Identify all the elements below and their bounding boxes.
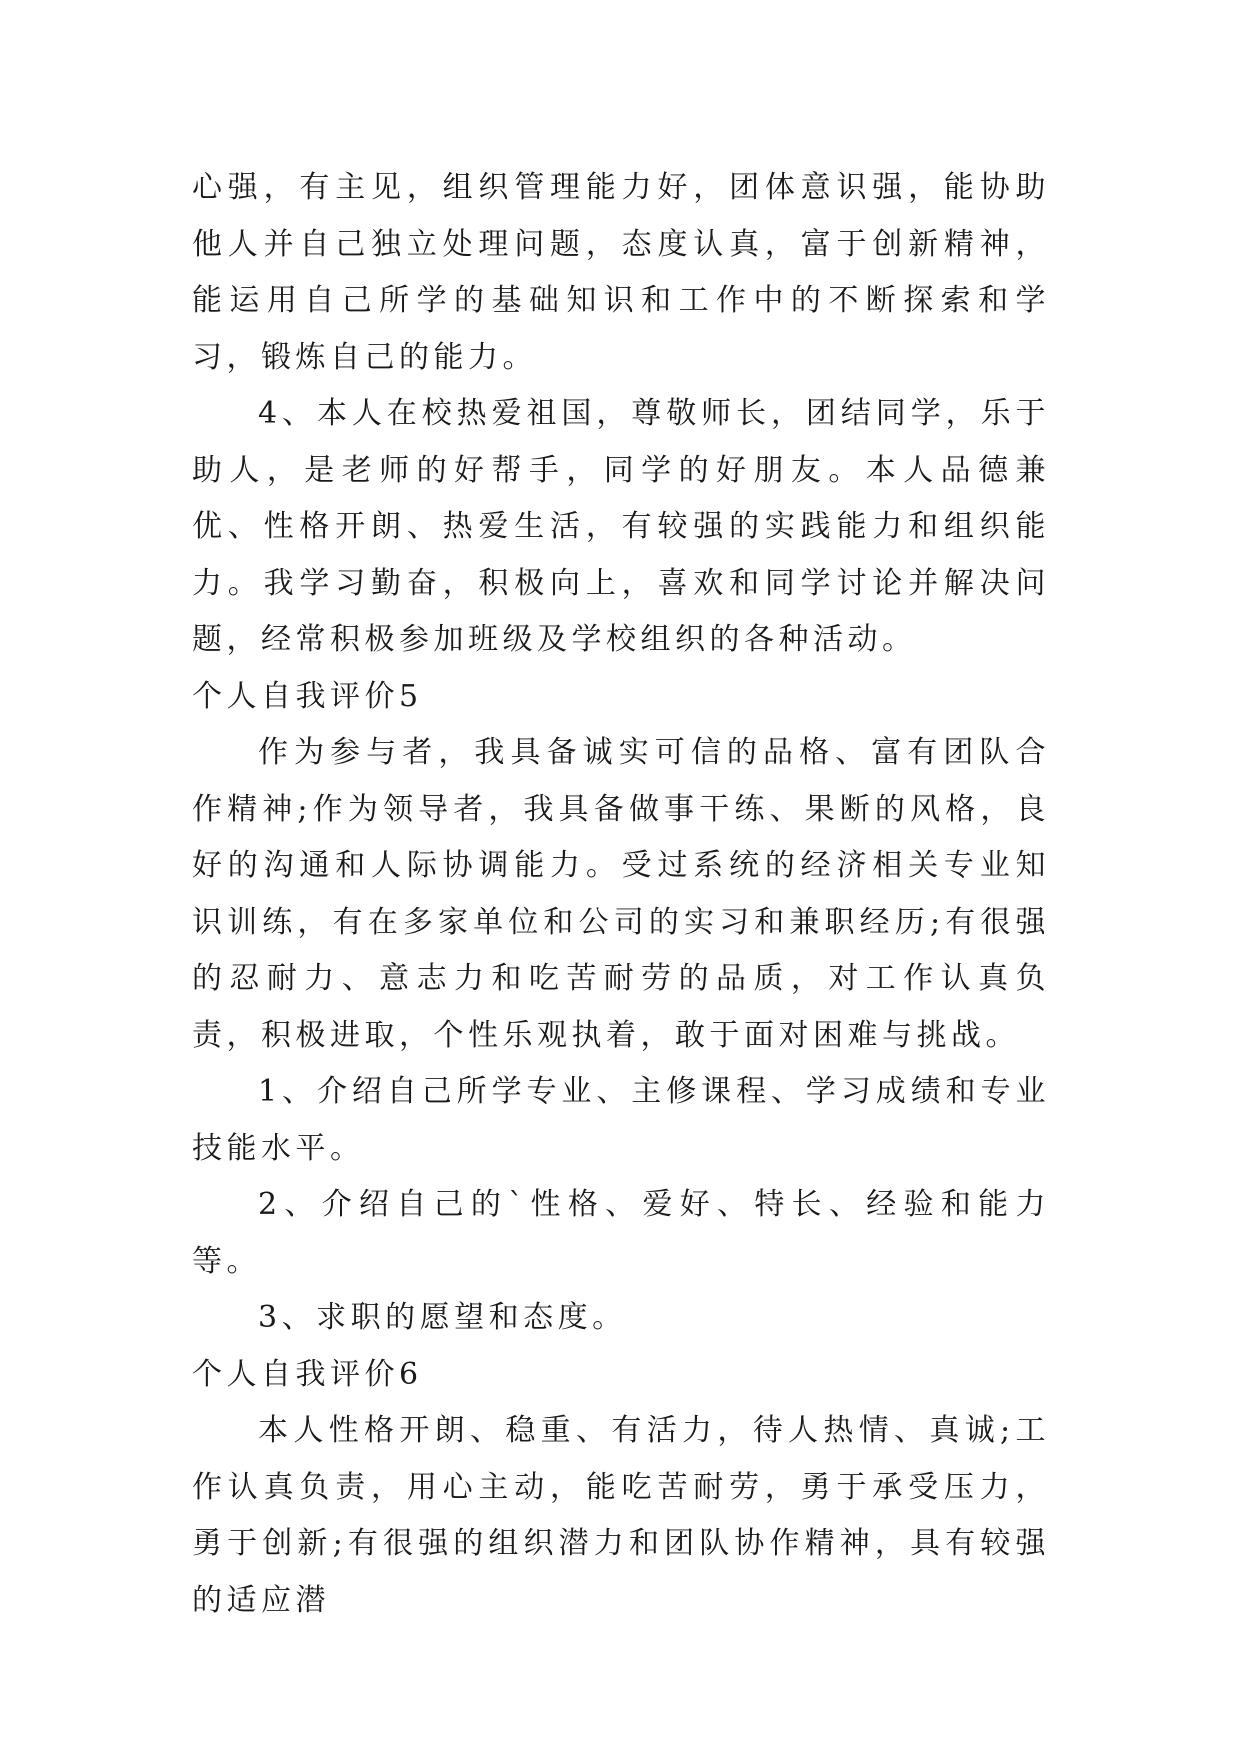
paragraph-continued: 心强，有主见，组织管理能力好，团体意识强，能协助他人并自己独立处理问题，态度认真，富于创新精神，能运用自己所学的基础知识和工作中的不断探索和学习，锻炼自己的能力。: [192, 170, 1050, 375]
section-6-intro: 本人性格开朗、稳重、有活力，待人热情、真诚;工作认真负责，用心主动，能吃苦耐劳，勇于承受压力，勇于创新;有很强的组织潜力和团队协作精神，具有较强的适应潜: [192, 1413, 1050, 1618]
section-heading-5: 个人自我评价5: [192, 678, 423, 714]
paragraph-item-4: 4、本人在校热爱祖国，尊敬师长，团结同学，乐于助人，是老师的好帮手，同学的好朋友。本人品德兼优、性格开朗、热爱生活，有较强的实践能力和组织能力。我学习勤奋，积极向上，喜欢和同学讨论并解决问题，经常积极参加班级及学校组织的各种活动。: [192, 396, 1050, 657]
document-body: [192, 160, 1050, 1629]
section-heading-6: 个人自我评价6: [192, 1356, 423, 1392]
section-5-item-1: 1、介绍自己所学专业、主修课程、学习成绩和专业技能水平。: [192, 1074, 1050, 1166]
section-5-intro: 作为参与者，我具备诚实可信的品格、富有团队合作精神;作为领导者，我具备做事干练、果断的风格，良好的沟通和人际协调能力。受过系统的经济相关专业知识训练，有在多家单位和公司的实习和兼职经历;有很强的忍耐力、意志力和吃苦耐劳的品质，对工作认真负责，积极进取，个性乐观执着，敢于面对困难与挑战。: [192, 735, 1050, 1053]
section-5-item-3: 3、求职的愿望和态度。: [258, 1300, 627, 1335]
section-5-item-2: 2、介绍自己的`性格、爱好、特长、经验和能力等。: [192, 1187, 1050, 1279]
